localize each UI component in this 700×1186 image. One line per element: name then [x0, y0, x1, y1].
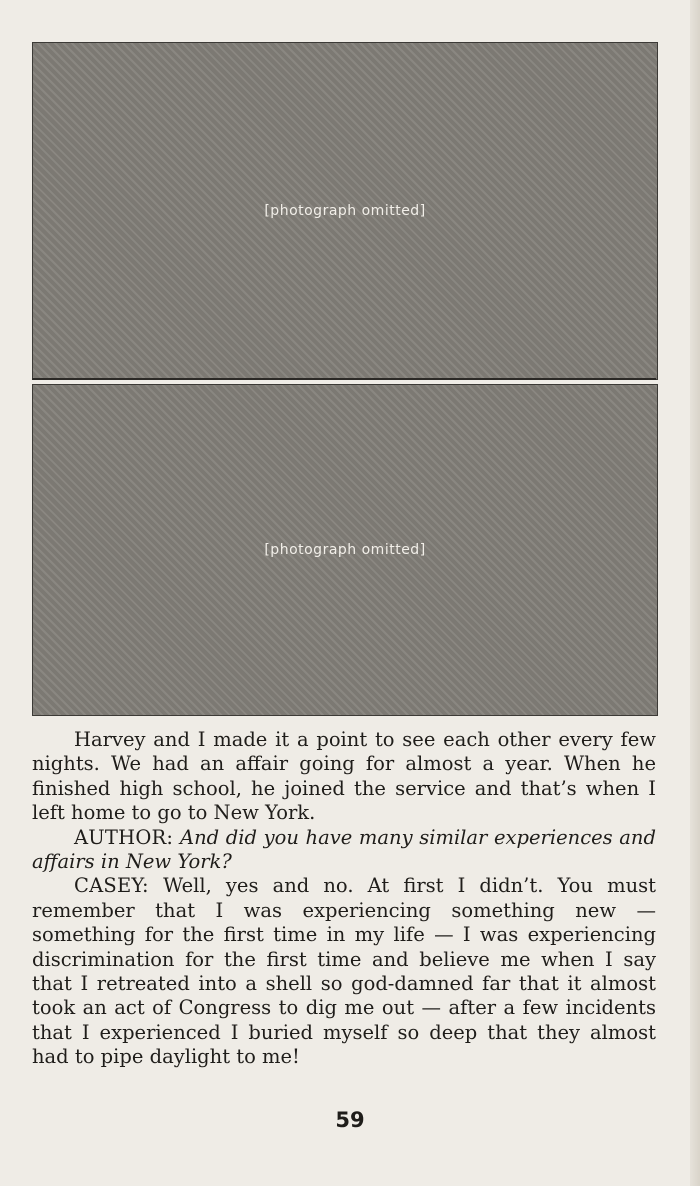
paragraph-narrative [32, 728, 656, 826]
question-text: And did you have many similar experiences and affairs in New York? [32, 825, 656, 874]
photo-omitted-note: [photograph omitted] [264, 542, 426, 558]
answer-text: Well, yes and no. At first I didn’t. You must remember that I was experiencing something new — something for the first time in my life — I was experiencing discrimination for the first time and believe me when I say that I retreated into a shell so god-damned far that it almost took an act of Congress to dig me out — after a few incidents that I experienced I buried myself so deep that they almost had to pipe daylight to me! [32, 874, 656, 1069]
photo-placeholder-top [32, 42, 658, 380]
photo-placeholder-bottom [32, 384, 658, 716]
photo-omitted-note: [photograph omitted] [264, 203, 426, 219]
page-edge [690, 0, 700, 1186]
speaker-label-author: AUTHOR: [74, 825, 180, 849]
photo-divider [32, 378, 656, 380]
paragraph-text: Harvey and I made it a point to see each other every few nights. We had an affair going for almost a year. When he finished high school, he joined the service and that’s when I left home to go to New York. [32, 728, 656, 825]
speaker-label-casey: CASEY: [74, 874, 164, 898]
page-number: 59 [335, 1108, 365, 1132]
paragraph-author-question [32, 826, 656, 875]
paragraph-casey-answer [32, 874, 656, 1069]
body-text [32, 728, 656, 1070]
